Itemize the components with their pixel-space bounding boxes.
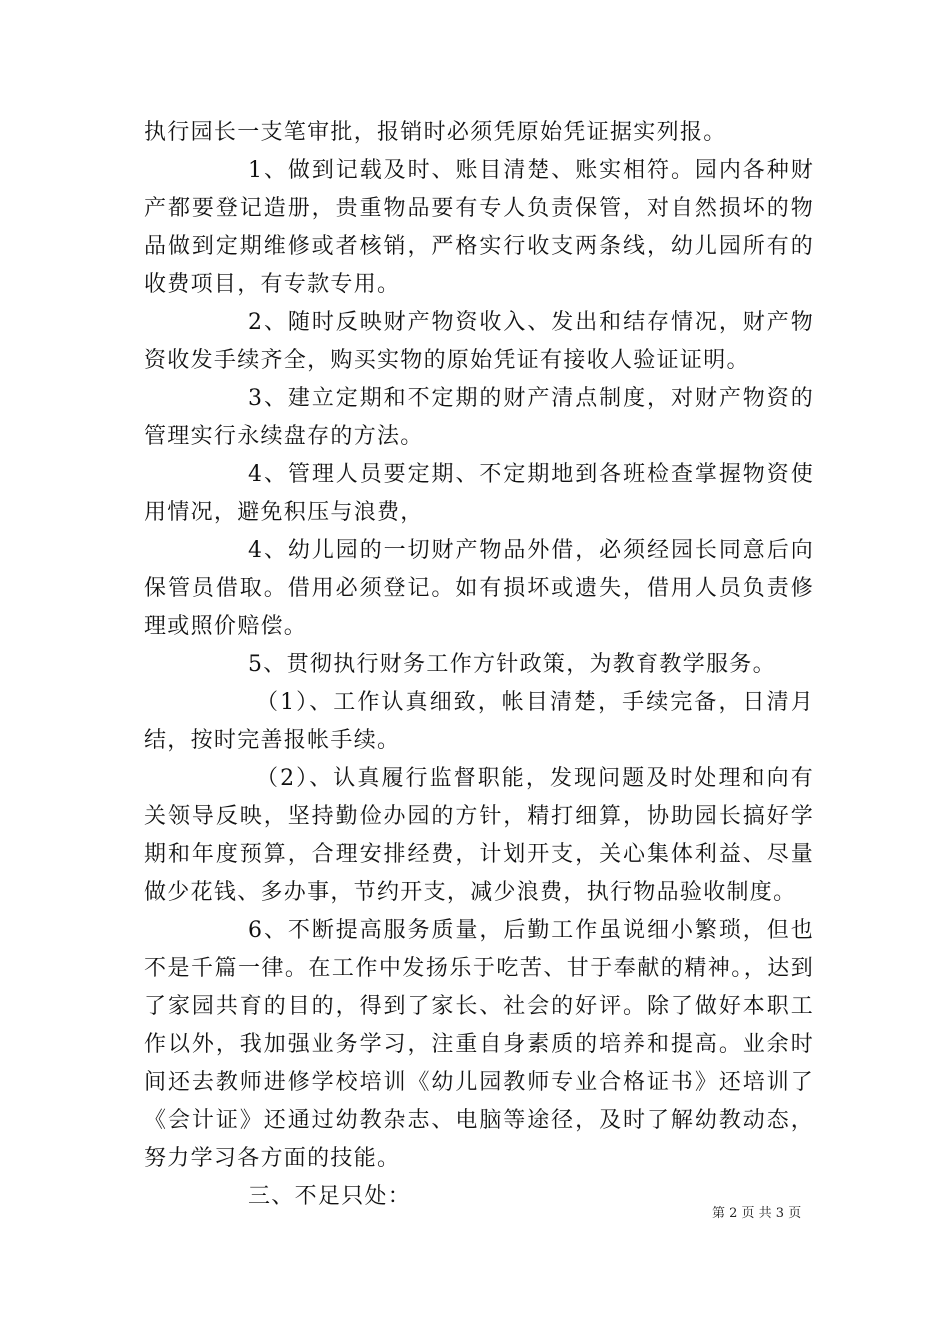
page-number: 第 2 页 共 3 页 [712, 1206, 802, 1221]
paragraph-item-4b: 4、幼儿园的一切财产物品外借，必须经园长同意后向保管员借取。借用必须登记。如有损坏或遗失，借用人员负责修理或照价赔偿。 [144, 538, 814, 639]
paragraph-subitem-2: （2）、认真履行监督职能，发现问题及时处理和向有关领导反映，坚持勤俭办园的方针，精打细算，协助园长搞好学期和年度预算，合理安排经费，计划开支，关心集体利益、尽量做少花钱、多办事，节约开支，减少浪费，执行物品验收制度。 [144, 766, 814, 905]
paragraph-item-3: 3、建立定期和不定期的财产清点制度，对财产物资的管理实行永续盘存的方法。 [144, 386, 814, 449]
section-heading-shortcomings: 三、不足只处： [248, 1184, 412, 1209]
document-body [144, 114, 814, 1216]
paragraph-item-1: 1、做到记载及时、账目清楚、账实相符。园内各种财产都要登记造册，贵重物品要有专人负责保管，对自然损坏的物品做到定期维修或者核销，严格实行收支两条线，幼儿园所有的收费项目，有专款专用。 [144, 158, 814, 297]
paragraph-item-5: 5、贯彻执行财务工作方针政策，为教育教学服务。 [248, 652, 776, 677]
paragraph-approval: 执行园长一支笔审批，报销时必须凭原始凭证据实列报。 [144, 120, 727, 145]
page-footer [712, 1205, 822, 1223]
paragraph-subitem-1: （1）、工作认真细致，帐目清楚，手续完备，日清月结，按时完善报帐手续。 [144, 690, 814, 753]
paragraph-item-6: 6、不断提高服务质量，后勤工作虽说细小繁琐，但也不是千篇一律。在工作中发扬乐于吃苦、甘于奉献的精神。，达到了家园共育的目的，得到了家长、社会的好评。除了做好本职工作以外，我加强业务学习，注重自身素质的培养和提高。业余时间还去教师进修学校培训《幼儿园教师专业合格证书》还培训了《会计证》还通过幼教杂志、电脑等途径，及时了解幼教动态，努力学习各方面的技能。 [144, 918, 814, 1171]
paragraph-item-2: 2、随时反映财产物资收入、发出和结存情况，财产物资收发手续齐全，购买实物的原始凭证有接收人验证证明。 [144, 310, 814, 373]
paragraph-item-4a: 4、管理人员要定期、不定期地到各班检查掌握物资使用情况，避免积压与浪费， [144, 462, 814, 525]
